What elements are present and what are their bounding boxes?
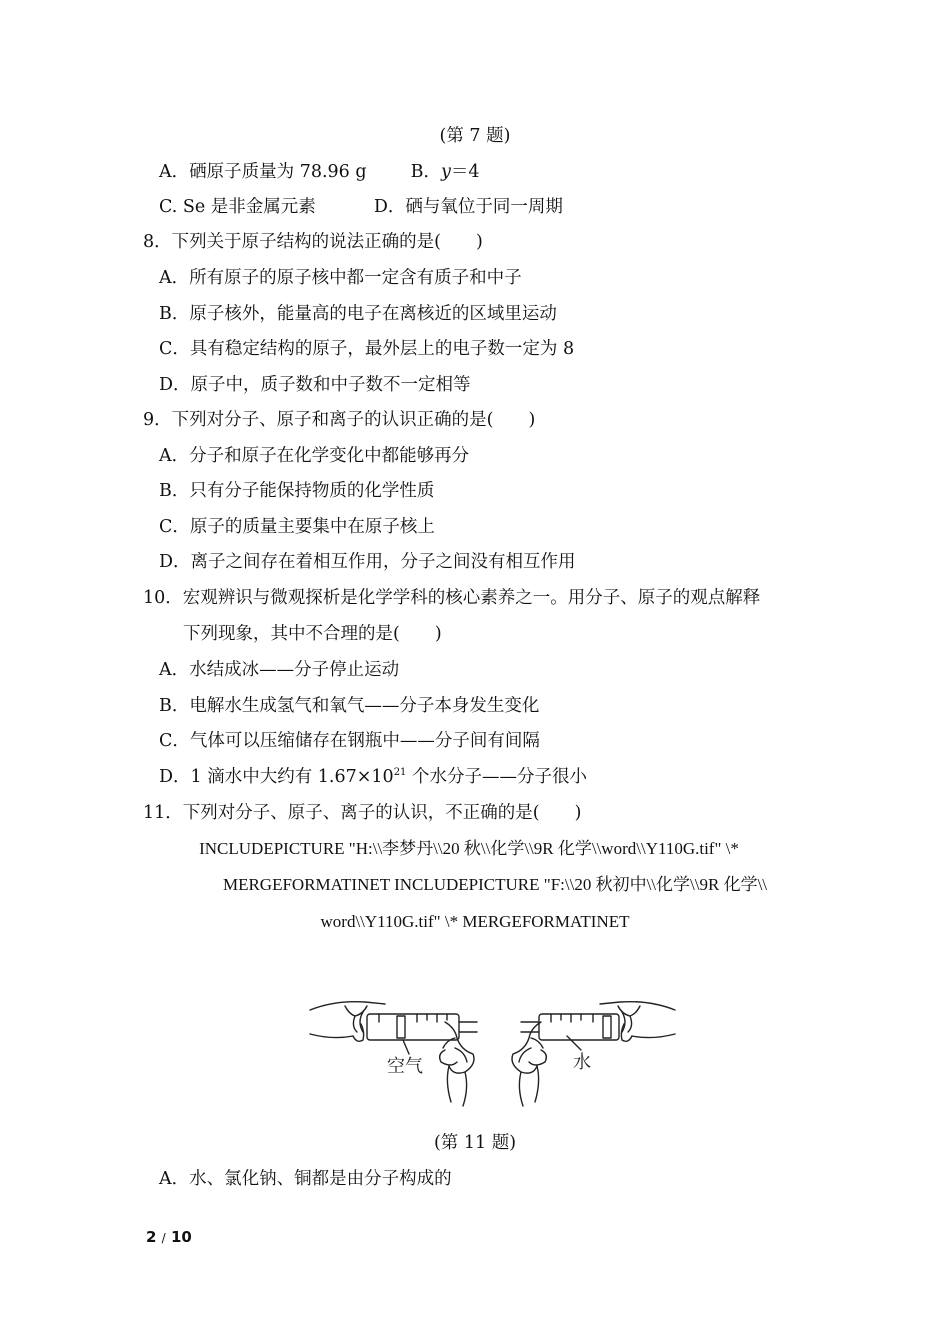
page-number: 2 / 10 bbox=[146, 1228, 192, 1246]
label-water: 水 bbox=[573, 1052, 591, 1073]
q10-option-a: A．水结成冰——分子停止运动 bbox=[159, 660, 400, 680]
q9-option-d: D．离子之间存在着相互作用，分子之间没有相互作用 bbox=[159, 552, 576, 572]
q7-options-row1 bbox=[159, 160, 479, 184]
q7-option-c: C. Se 是非金属元素 bbox=[159, 197, 316, 217]
q11-option-a: A．水、氯化钠、铜都是由分子构成的 bbox=[159, 1169, 452, 1189]
q8-option-a: A．所有原子的原子核中都一定含有质子和中子 bbox=[159, 268, 522, 288]
q7-options-row2 bbox=[159, 195, 563, 219]
left-syringe-group bbox=[310, 1002, 477, 1106]
q10-option-d: D．1 滴水中大约有 $1.67\times 10^{21}$ 个水分子——分子很小 bbox=[159, 767, 587, 787]
left-syringe-piston bbox=[397, 1016, 405, 1038]
q10-option-b: B．电解水生成氢气和氧气——分子本身发生变化 bbox=[159, 696, 540, 716]
field-code-line3: word\\Y110G.tif" \* MERGEFORMATINET bbox=[320, 912, 630, 931]
right-syringe-piston bbox=[603, 1016, 611, 1038]
left-syringe-barrel bbox=[367, 1014, 459, 1040]
q7-option-a: A．硒原子质量为 78.96 g bbox=[159, 162, 367, 182]
q8-option-b: B．原子核外，能量高的电子在离核近的区域里运动 bbox=[159, 304, 557, 324]
q10-option-c: C．气体可以压缩储存在钢瓶中——分子间有间隔 bbox=[159, 731, 540, 751]
fig7-caption: (第 7 题) bbox=[439, 126, 511, 146]
label-air: 空气 bbox=[387, 1056, 423, 1077]
q8-option-d: D．原子中，质子数和中子数不一定相等 bbox=[159, 375, 471, 395]
q8-stem: 8．下列关于原子结构的说法正确的是( ) bbox=[143, 232, 483, 252]
q9-option-a: A．分子和原子在化学变化中都能够再分 bbox=[159, 446, 470, 466]
q7-option-b: B．y＝4 bbox=[410, 162, 480, 182]
right-syringe-group bbox=[512, 1002, 675, 1106]
q10-stem-line2: 下列现象，其中不合理的是( ) bbox=[183, 624, 442, 644]
field-code-line2: MERGEFORMATINET INCLUDEPICTURE "F:\\20 秋初中\\化学\\9R 化学\\ bbox=[222, 875, 768, 894]
q9-option-c: C．原子的质量主要集中在原子核上 bbox=[159, 517, 435, 537]
q9-stem: 9．下列对分子、原子和离子的认识正确的是( ) bbox=[143, 410, 536, 430]
q7-option-d: D．硒与氧位于同一周期 bbox=[373, 197, 563, 217]
q8-option-c: C．具有稳定结构的原子，最外层上的电子数一定为 8 bbox=[159, 339, 575, 359]
syringe-figure bbox=[305, 992, 680, 1110]
fig11-caption: (第 11 题) bbox=[433, 1133, 517, 1153]
q10-stem-line1: 10．宏观辨识与微观探析是化学学科的核心素养之一。用分子、原子的观点解释 bbox=[143, 588, 761, 608]
q11-stem: 11．下列对分子、原子、离子的认识，不正确的是( ) bbox=[143, 803, 582, 823]
q9-option-b: B．只有分子能保持物质的化学性质 bbox=[159, 481, 435, 501]
field-code-line1: INCLUDEPICTURE "H:\\李梦丹\\20 秋\\化学\\9R 化学\\word\\Y110G.tif" \* bbox=[199, 839, 739, 858]
